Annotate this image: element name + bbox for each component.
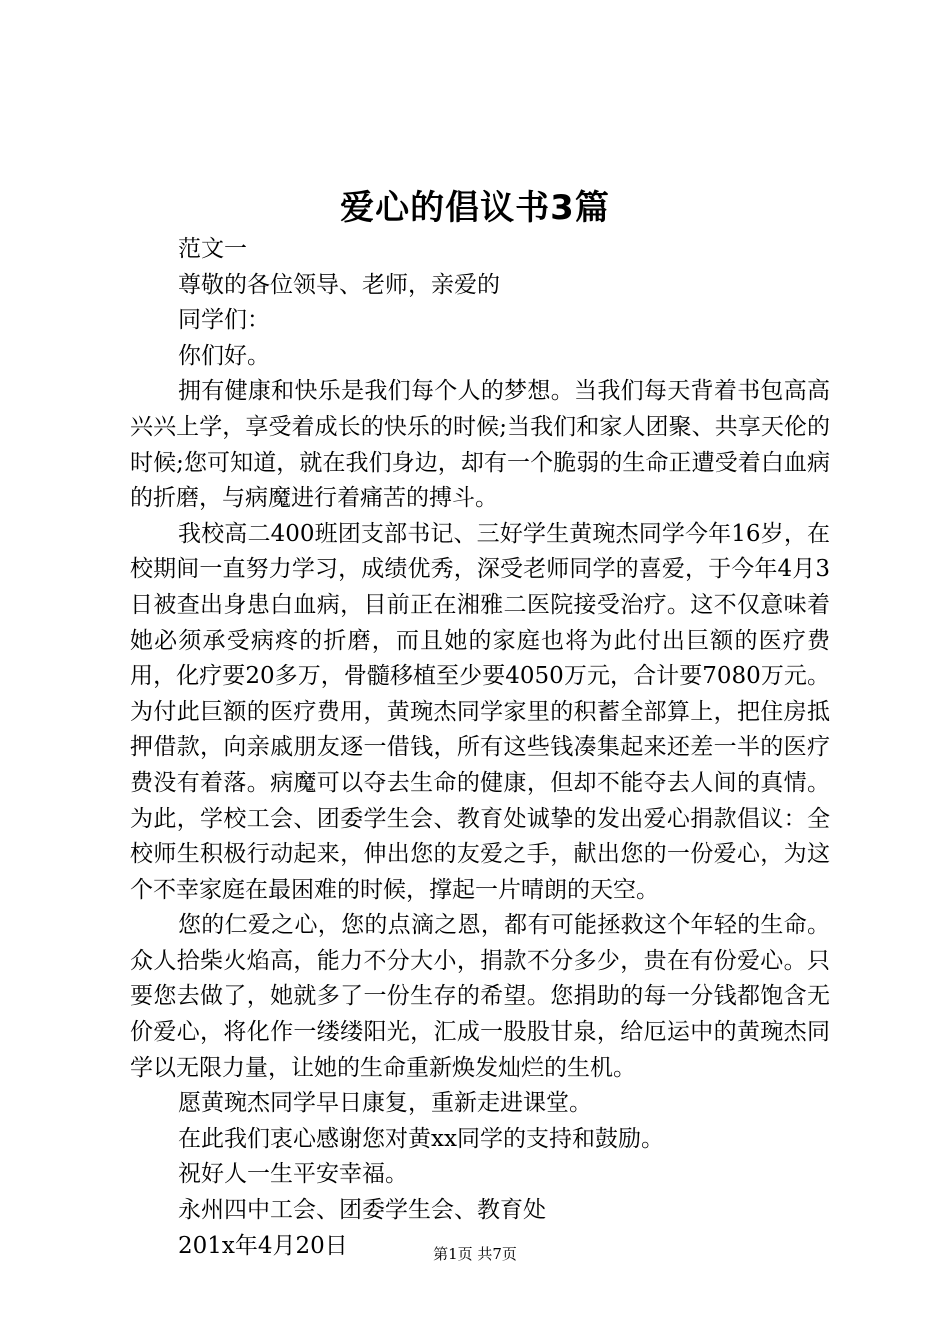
body-paragraph: 拥有健康和快乐是我们每个人的梦想。当我们每天背着书包高高兴兴上学，享受着成长的快乐的时候;当我们和家人团聚、共享天伦的时候;您可知道，就在我们身边，却有一个脆弱的生命正遭受着白血病的折磨，与病魔进行着痛苦的搏斗。 [130,378,830,512]
body-paragraph: 您的仁爱之心，您的点滴之恩，都有可能拯救这个年轻的生命。众人拾柴火焰高，能力不分大小，捐款不分多少，贵在有份爱心。只要您去做了，她就多了一份生存的希望。您捐助的每一分钱都饱含无价爱心，将化作一缕缕阳光，汇成一股股甘泉，给厄运中的黄琬杰同学以无限力量，让她的生命重新焕发灿烂的生机。 [130,912,830,1081]
body-paragraph: 我校高二400班团支部书记、三好学生黄琬杰同学今年16岁，在校期间一直努力学习，成绩优秀，深受老师同学的喜爱，于今年4月3日被查出身患白血病，目前正在湘雅二医院接受治疗。这不仅意味着她必须承受病疼的折磨，而且她的家庭也将为此付出巨额的医疗费用，化疗要20多万，骨髓移植至少要4050万元，合计要7080万元。为付此巨额的医疗费用，黄琬杰同学家里的积蓄全部算上，把住房抵押借款，向亲戚朋友逐一借钱，所有这些钱凑集起来还差一半的医疗费没有着落。病魔可以夺去生命的健康，但却不能夺去人间的真情。为此，学校工会、团委学生会、教育处诚挚的发出爱心捐款倡议：全校师生积极行动起来，伸出您的友爱之手，献出您的一份爱心，为这个不幸家庭在最困难的时候，撑起一片晴朗的天空。 [130,520,830,903]
closing-wish: 愿黄琬杰同学早日康复，重新走进课堂。 [178,1090,592,1117]
signature: 永州四中工会、团委学生会、教育处 [178,1197,546,1224]
page-indicator: 第1页 共7页 [433,1245,517,1263]
closing-blessing: 祝好人一生平安幸福。 [178,1161,408,1188]
salutation-line: 同学们： [178,307,270,334]
salutation-line: 尊敬的各位领导、老师，亲爱的 [178,271,500,298]
document-title: 爱心的倡议书3篇 [340,188,610,228]
closing-thanks: 在此我们衷心感谢您对黄xx同学的支持和鼓励。 [178,1125,664,1152]
greeting: 你们好。 [178,342,270,369]
section-label: 范文一 [178,236,247,262]
date: 201x年4月20日 [178,1232,348,1259]
document-body [130,232,830,1264]
